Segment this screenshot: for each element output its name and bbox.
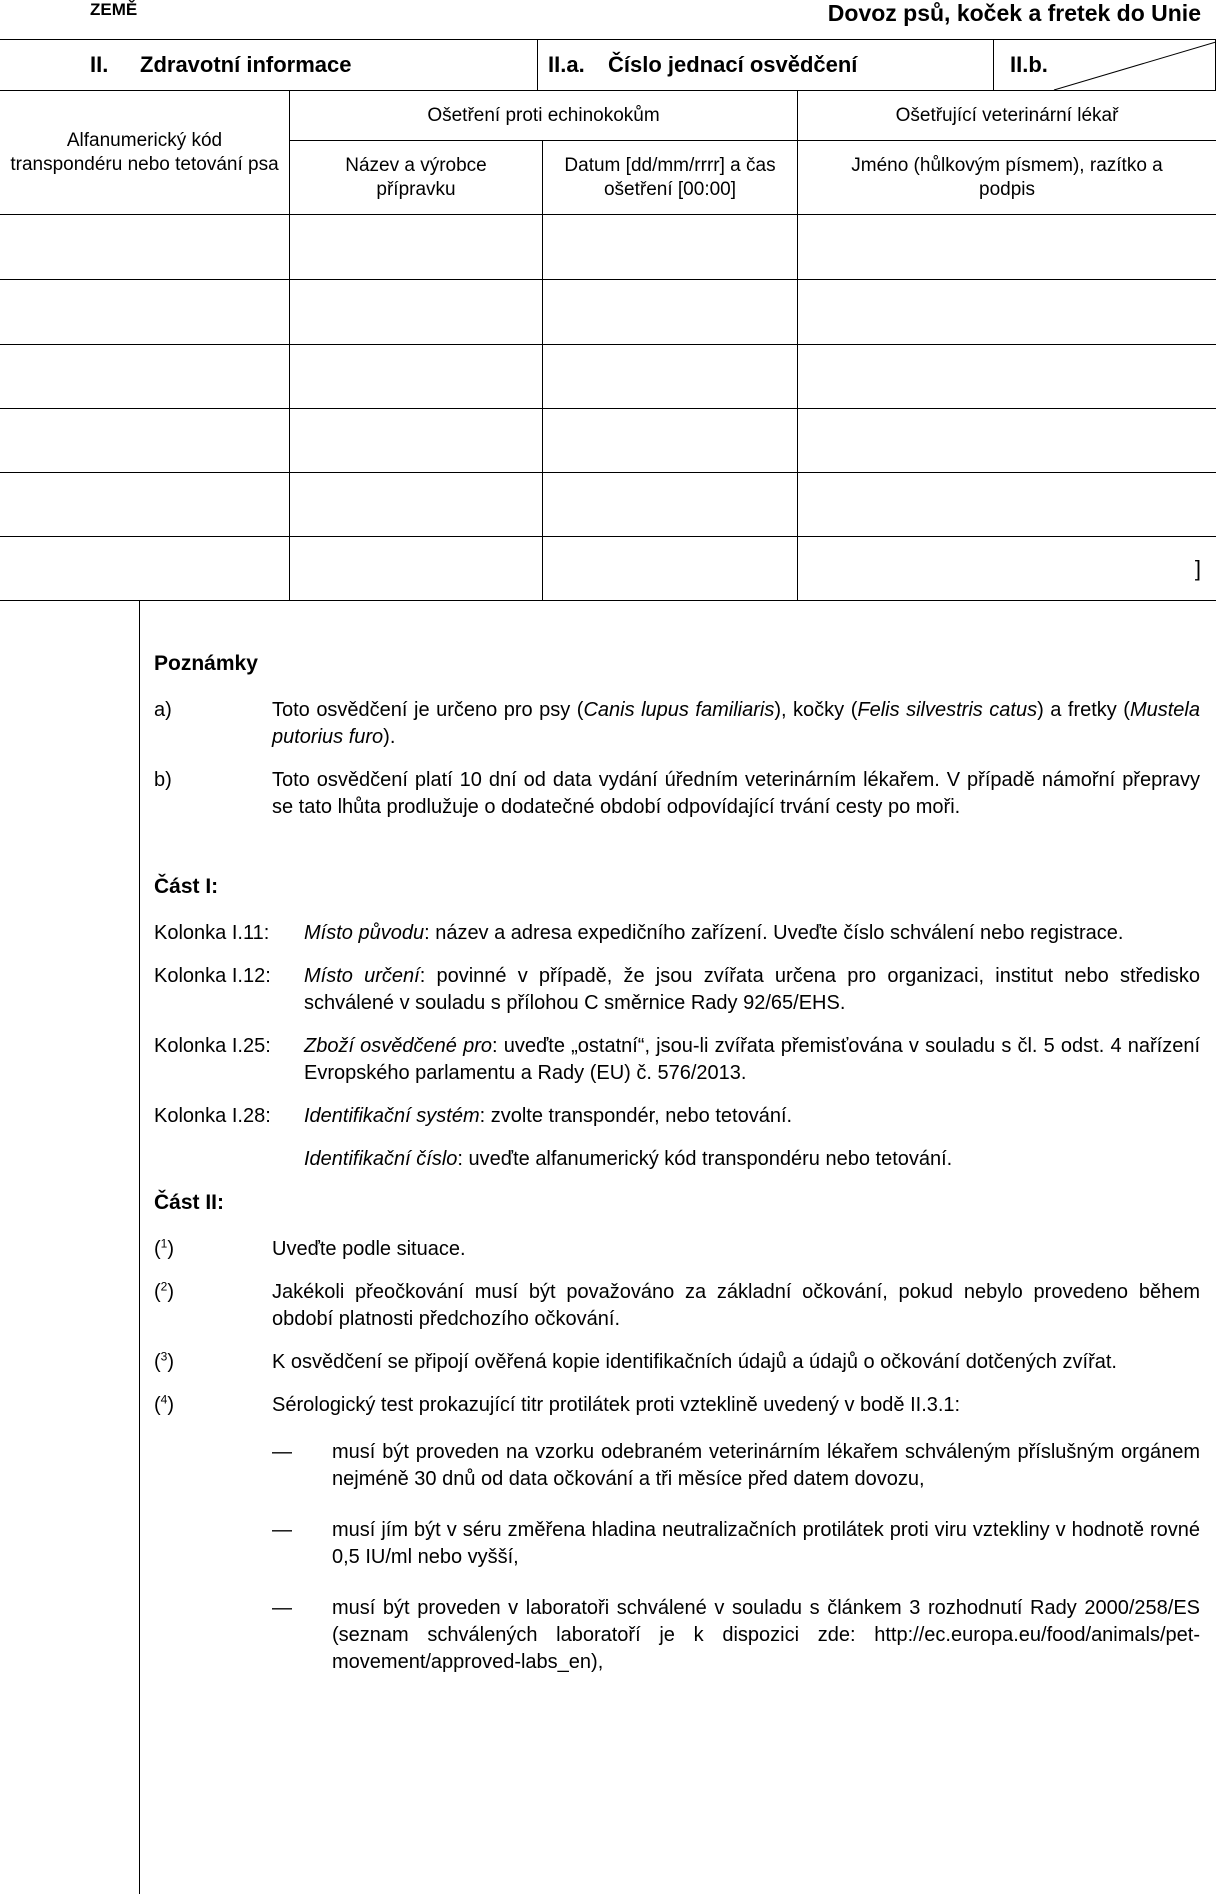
signature-field[interactable] (798, 536, 1216, 600)
species-name: Canis lupus familiaris (583, 699, 775, 721)
product-field[interactable] (290, 536, 543, 600)
field-label: Kolonka I.11: (154, 922, 270, 944)
closing-bracket: ] (1194, 556, 1201, 581)
field-text (304, 920, 1200, 947)
text-run: Toto osvědčení je určeno pro psy ( (272, 699, 584, 721)
note-label: a) (154, 699, 172, 721)
header-product: Název a výrobce přípravku (290, 141, 543, 215)
signature-field[interactable] (798, 472, 1216, 536)
text-run: : uveďte „ostatní“, jsou-li zvířata přemisťována v souladu s čl. 5 odst. 4 nařízení Evropského parlamentu a Rady (EU) č. 576/2013. (304, 1035, 1200, 1084)
date-field[interactable] (543, 472, 798, 536)
product-field[interactable] (290, 280, 543, 344)
product-field[interactable] (290, 472, 543, 536)
field-term: Identifikační číslo (304, 1148, 458, 1170)
field-term: Místo určení (304, 965, 420, 987)
note-text (272, 697, 1200, 751)
requirement-3 (154, 1595, 1200, 1676)
field-term: Identifikační systém (304, 1105, 480, 1127)
field-note-i28 (154, 1103, 1200, 1130)
date-field[interactable] (543, 344, 798, 408)
table-row (0, 472, 1216, 537)
field-text (304, 1146, 1200, 1173)
field-label: Kolonka I.12: (154, 965, 271, 987)
reference-number-title: Číslo jednací osvědčení (608, 52, 858, 77)
note-a (154, 697, 1200, 751)
requirement-text: musí být proveden v laboratoři schválené v souladu s článkem 3 rozhodnutí Rady 2000/258/ES (seznam schválených laboratoří je k dispozici zde: http://ec.europa.eu/food/animals/pet-movement/approved-labs_en), (332, 1597, 1200, 1673)
field-label-empty (154, 1146, 304, 1173)
section-number: II. (90, 52, 109, 77)
footnote-label: ($^4$) (154, 1392, 175, 1416)
footnote-text: Jakékoli přeočkování musí být považováno za základní očkování, pokud nebylo provedeno během období platnosti předchozího očkování. (272, 1281, 1200, 1330)
reference-number-cell (538, 40, 994, 90)
footnote-label: ($^1$) (154, 1236, 175, 1260)
text-run: : uveďte alfanumerický kód transpondéru nebo tetování. (457, 1148, 953, 1170)
date-field[interactable] (543, 280, 798, 344)
text-run: : povinné v případě, že jsou zvířata určena pro organizaci, institut nebo středisko schválené v souladu s přílohou C směrnice Rady 92/65/EHS. (304, 965, 1200, 1014)
notes-section (154, 650, 1200, 1700)
indent (154, 1517, 272, 1571)
document-title: Dovoz psů, koček a fretek do Unie (827, 0, 1201, 26)
note-b (154, 767, 1200, 821)
dash-marker: — (272, 1441, 292, 1463)
field-label: Kolonka I.25: (154, 1035, 271, 1057)
field-note-i25 (154, 1033, 1200, 1087)
note-label: b) (154, 769, 172, 791)
footnote-text: K osvědčení se připojí ověřená kopie identifikačních údajů a údajů o očkování dotčených zvířat. (272, 1351, 1117, 1373)
footnote-number: 1 (160, 1236, 168, 1251)
footnote-1 (154, 1236, 1200, 1263)
footnote-4 (154, 1392, 1200, 1419)
header-date: Datum [dd/mm/rrrr] a čas ošetření [00:00] (543, 141, 798, 215)
text-run: ), kočky ( (774, 699, 858, 721)
field-note-i28-id (154, 1146, 1200, 1173)
signature-field[interactable] (798, 280, 1216, 344)
dash-marker: — (272, 1597, 292, 1619)
indent (154, 1439, 272, 1493)
date-field[interactable] (543, 408, 798, 472)
footnote-number: 2 (160, 1279, 168, 1294)
field-term: Místo původu (304, 922, 425, 944)
indent (154, 1595, 272, 1676)
footnote-number: 4 (160, 1392, 168, 1407)
header-veterinarian: Ošetřující veterinární lékař (798, 91, 1216, 141)
code-field[interactable] (0, 280, 290, 344)
field-label: Kolonka I.28: (154, 1105, 271, 1127)
code-field[interactable] (0, 472, 290, 536)
product-field[interactable] (290, 215, 543, 279)
requirement-text: musí jím být v séru změřena hladina neutralizačních protilátek proti viru vztekliny v hodnotě rovné 0,5 IU/ml nebo vyšší, (332, 1519, 1200, 1568)
footnote-3 (154, 1349, 1200, 1376)
table-row (0, 536, 1216, 601)
text-run: : zvolte transpondér, nebo tetování. (479, 1105, 793, 1127)
header-signature: Jméno (hůlkovým písmem), razítko a podpis (851, 155, 1163, 200)
footnote-number: 3 (160, 1349, 168, 1364)
field-note-i11 (154, 920, 1200, 947)
signature-field[interactable] (798, 344, 1216, 408)
code-field[interactable] (0, 536, 290, 600)
table-header (0, 91, 1216, 215)
date-field[interactable] (543, 215, 798, 279)
note-text: Toto osvědčení platí 10 dní od data vydání úředním veterinárním lékařem. V případě námořní přepravy se tato lhůta prodlužuje o dodatečné období odpovídající trvání cesty po moři. (272, 769, 1200, 818)
footnote-text: Sérologický test prokazující titr protilátek proti vzteklině uvedený v bodě II.3.1: (272, 1394, 961, 1416)
requirement-2 (154, 1517, 1200, 1571)
section-title-cell (0, 40, 538, 90)
product-field[interactable] (290, 408, 543, 472)
country-label: ZEMĚ (90, 0, 138, 19)
text-run: ) a fretky ( (1037, 699, 1130, 721)
product-field[interactable] (290, 344, 543, 408)
diagonal-strike-line (994, 40, 1216, 90)
date-field[interactable] (543, 536, 798, 600)
field-text (304, 1033, 1200, 1087)
requirement-1 (154, 1439, 1200, 1493)
section-row (0, 39, 1216, 91)
field-term: Zboží osvědčené pro (304, 1035, 492, 1057)
field-text (304, 1103, 1200, 1130)
species-name: Felis silvestris catus (857, 699, 1038, 721)
field-note-i12 (154, 963, 1200, 1017)
requirement-text: musí být proveden na vzorku odebraném veterinárním lékařem schváleným příslušným orgánem nejméně 30 dnů od data očkování a tři měsíce před datem dovozu, (332, 1441, 1200, 1490)
header-code: Alfanumerický kód transpondéru nebo tetování psa (0, 91, 290, 215)
header-treatment: Ošetření proti echinokokům (290, 91, 798, 141)
footnote-2 (154, 1279, 1200, 1333)
field-text (304, 963, 1200, 1017)
footnote-text: Uveďte podle situace. (272, 1238, 466, 1260)
text-run: : název a adresa expedičního zařízení. Uveďte číslo schválení nebo registrace. (424, 922, 1124, 944)
signature-field[interactable] (798, 408, 1216, 472)
species-name: Mustela putorius furo (272, 699, 1200, 748)
table-row (0, 344, 1216, 409)
footnote-label: ($^3$) (154, 1349, 175, 1373)
code-field[interactable] (0, 408, 290, 472)
footnote-label: ($^2$) (154, 1279, 175, 1303)
part2-heading: Část II: (154, 1191, 225, 1214)
code-field[interactable] (0, 344, 290, 408)
notes-heading: Poznámky (154, 652, 258, 675)
signature-field[interactable] (798, 215, 1216, 279)
reference-number-label: II.a. (548, 52, 585, 77)
table-row (0, 280, 1216, 345)
code-number-label: II.b. (1010, 52, 1048, 77)
part1-heading: Část I: (154, 875, 219, 898)
notes-border (139, 600, 140, 1894)
section-title: Zdravotní informace (140, 52, 352, 77)
text-run: ). (383, 726, 396, 748)
table-row (0, 408, 1216, 473)
dash-marker: — (272, 1519, 292, 1541)
code-field[interactable] (0, 215, 290, 279)
table-row (0, 215, 1216, 280)
